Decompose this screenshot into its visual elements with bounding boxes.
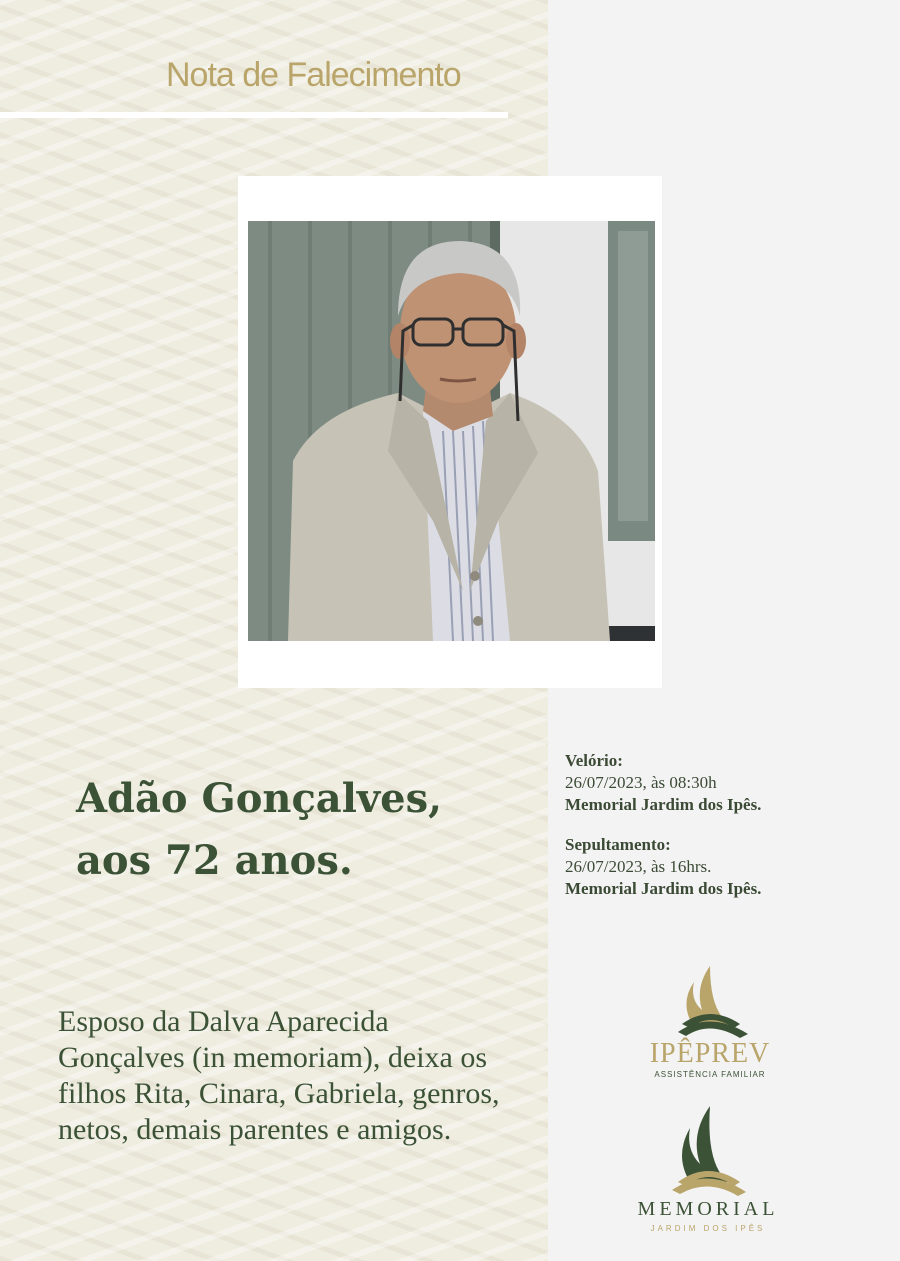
ipe-flame-icon <box>628 1104 788 1198</box>
deceased-name <box>76 768 442 892</box>
page-title: Nota de Falecimento <box>166 56 461 94</box>
burial-info <box>565 834 761 900</box>
burial-place: Memorial Jardim dos Ipês. <box>565 879 762 898</box>
ipeprev-name: IPÊPREV <box>649 1038 771 1069</box>
family-message: Esposo da Dalva Aparecida Gonçalves (in memoriam), deixa os filhos Rita, Cinara, Gabriela, genros, netos, demais parentes e amigos. <box>58 1005 500 1146</box>
memorial-tagline: JARDIM DOS IPÊS <box>650 1224 766 1233</box>
wake-label: Velório: <box>565 751 623 770</box>
wake-place: Memorial Jardim dos Ipês. <box>565 795 762 814</box>
name-line: Adão Gonçalves, <box>76 775 443 822</box>
ipeprev-tagline: ASSISTÊNCIA FAMILIAR <box>654 1070 766 1079</box>
burial-label: Sepultamento: <box>565 835 671 854</box>
deceased-photo <box>248 221 655 641</box>
memorial-logo <box>628 1104 788 1240</box>
wake-datetime: 26/07/2023, às 08:30h <box>565 773 717 792</box>
ipe-flame-icon <box>640 962 780 1042</box>
burial-datetime: 26/07/2023, às 16hrs. <box>565 857 712 876</box>
ipeprev-logo <box>640 962 780 1082</box>
wake-info <box>565 750 761 816</box>
service-details <box>565 750 761 918</box>
age-line: aos 72 anos. <box>76 837 353 884</box>
title-divider <box>0 112 508 118</box>
memorial-name: MEMORIAL <box>637 1198 779 1220</box>
